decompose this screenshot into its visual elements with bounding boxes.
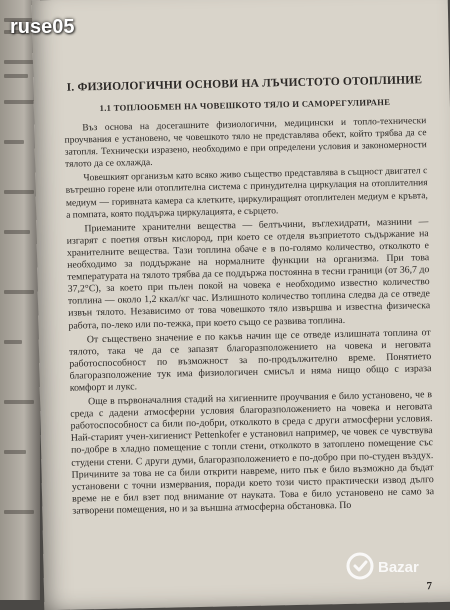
section-title: 1.1 ТОПЛООБМЕН НА ЧОВЕШКОТО ТЯЛО И САМОРЕГУЛИРАНЕ [99,96,391,114]
page-number: 7 [426,580,433,593]
page-content [63,74,434,519]
paragraph-3: Приеманите хранителни вещества — белтъчини, въглехидрати, мазнини — изгарят с поетия отвън кислород, при което се отделя възприетото съдържание на хранителните вещества. Тази топлина обаче е в по-голямо количество, отколкото е необходимо за поддържане на нормалните функции на организма. При това температурата на тялото трябва да се поддържа постоянна в тесни граници (от 36,7 до 37,2°С), за което при пълен покой на човека е необходимо известно количество топлина — около 1,2 ккал/кг час. Излишното количество топлина следва да се отведе извън тялото. Независимо от това човешкото тяло извършва и известна физическа работа, по-леко или по-тежка, при което също се развива топлина. [66,215,431,332]
watermark-text: ruse05 [10,16,75,38]
paragraph-4: От съществено значение е по какъв начин ще се отведе излишната топлина от тялото, така че да се запазят благоразположението на човека и неговата работоспособност по възможност за по-продължително време. Понятието благоразположение тук има физиологичен смисъл и няма нищо общо с израза комфорт и лукс. [68,326,432,394]
brand-logo-text: Bazar [378,559,419,576]
book-page [32,0,450,610]
paragraph-1: Въз основа на досегашните физиологични, медицински и топло-технически проучвания е установено, че човешкото тяло не представлява обект, който трябва да се затопля. Технически изразено, необходимо е при определени условия и закономерности тялото да се охлажда. [64,116,427,171]
brand-logo-icon [346,546,438,586]
chapter-title: I. ФИЗИОЛОГИЧНИ ОСНОВИ НА ЛЪЧИСТОТО ОТОПЛИНИЕ [66,74,423,94]
paragraph-5: Още в първоначалния стадий на хигиенните проучвания е било установено, че в среда с дадени атмосферни условия благоразположението на човека и неговата работоспособност са били по-добри, отколкото в среда с други атмосферни условия. Най-старият учен-хигиенист Pettenkofer е установил например, че човек се чувствува по-добре в хладно помещение с топли стени, отколкото в затоплено помещение със студени стени. С други думи, благоразположението е по-добро при по-студен въздух. Причините за това не са били открити навреме, нито пък е било възможно да бъдат установени с точни измервания, поради което този чисто практически извод дълго време не е бил взет под внимание от науката. Това е било установено не само за затворени помещения, но и за външна атмосферна обстановка. По [70,389,435,517]
paragraph-2: Човешкият организъм като всяко живо същество представлява в същност двигател с вътрешно горене или отоплителна система с принудителна циркулация на отоплителния медиум — горивната камера са клетките, циркулиращият отоплителен медиум е кръвта, а помпата, която поддържа циркулацията, е сърцето. [65,166,428,221]
